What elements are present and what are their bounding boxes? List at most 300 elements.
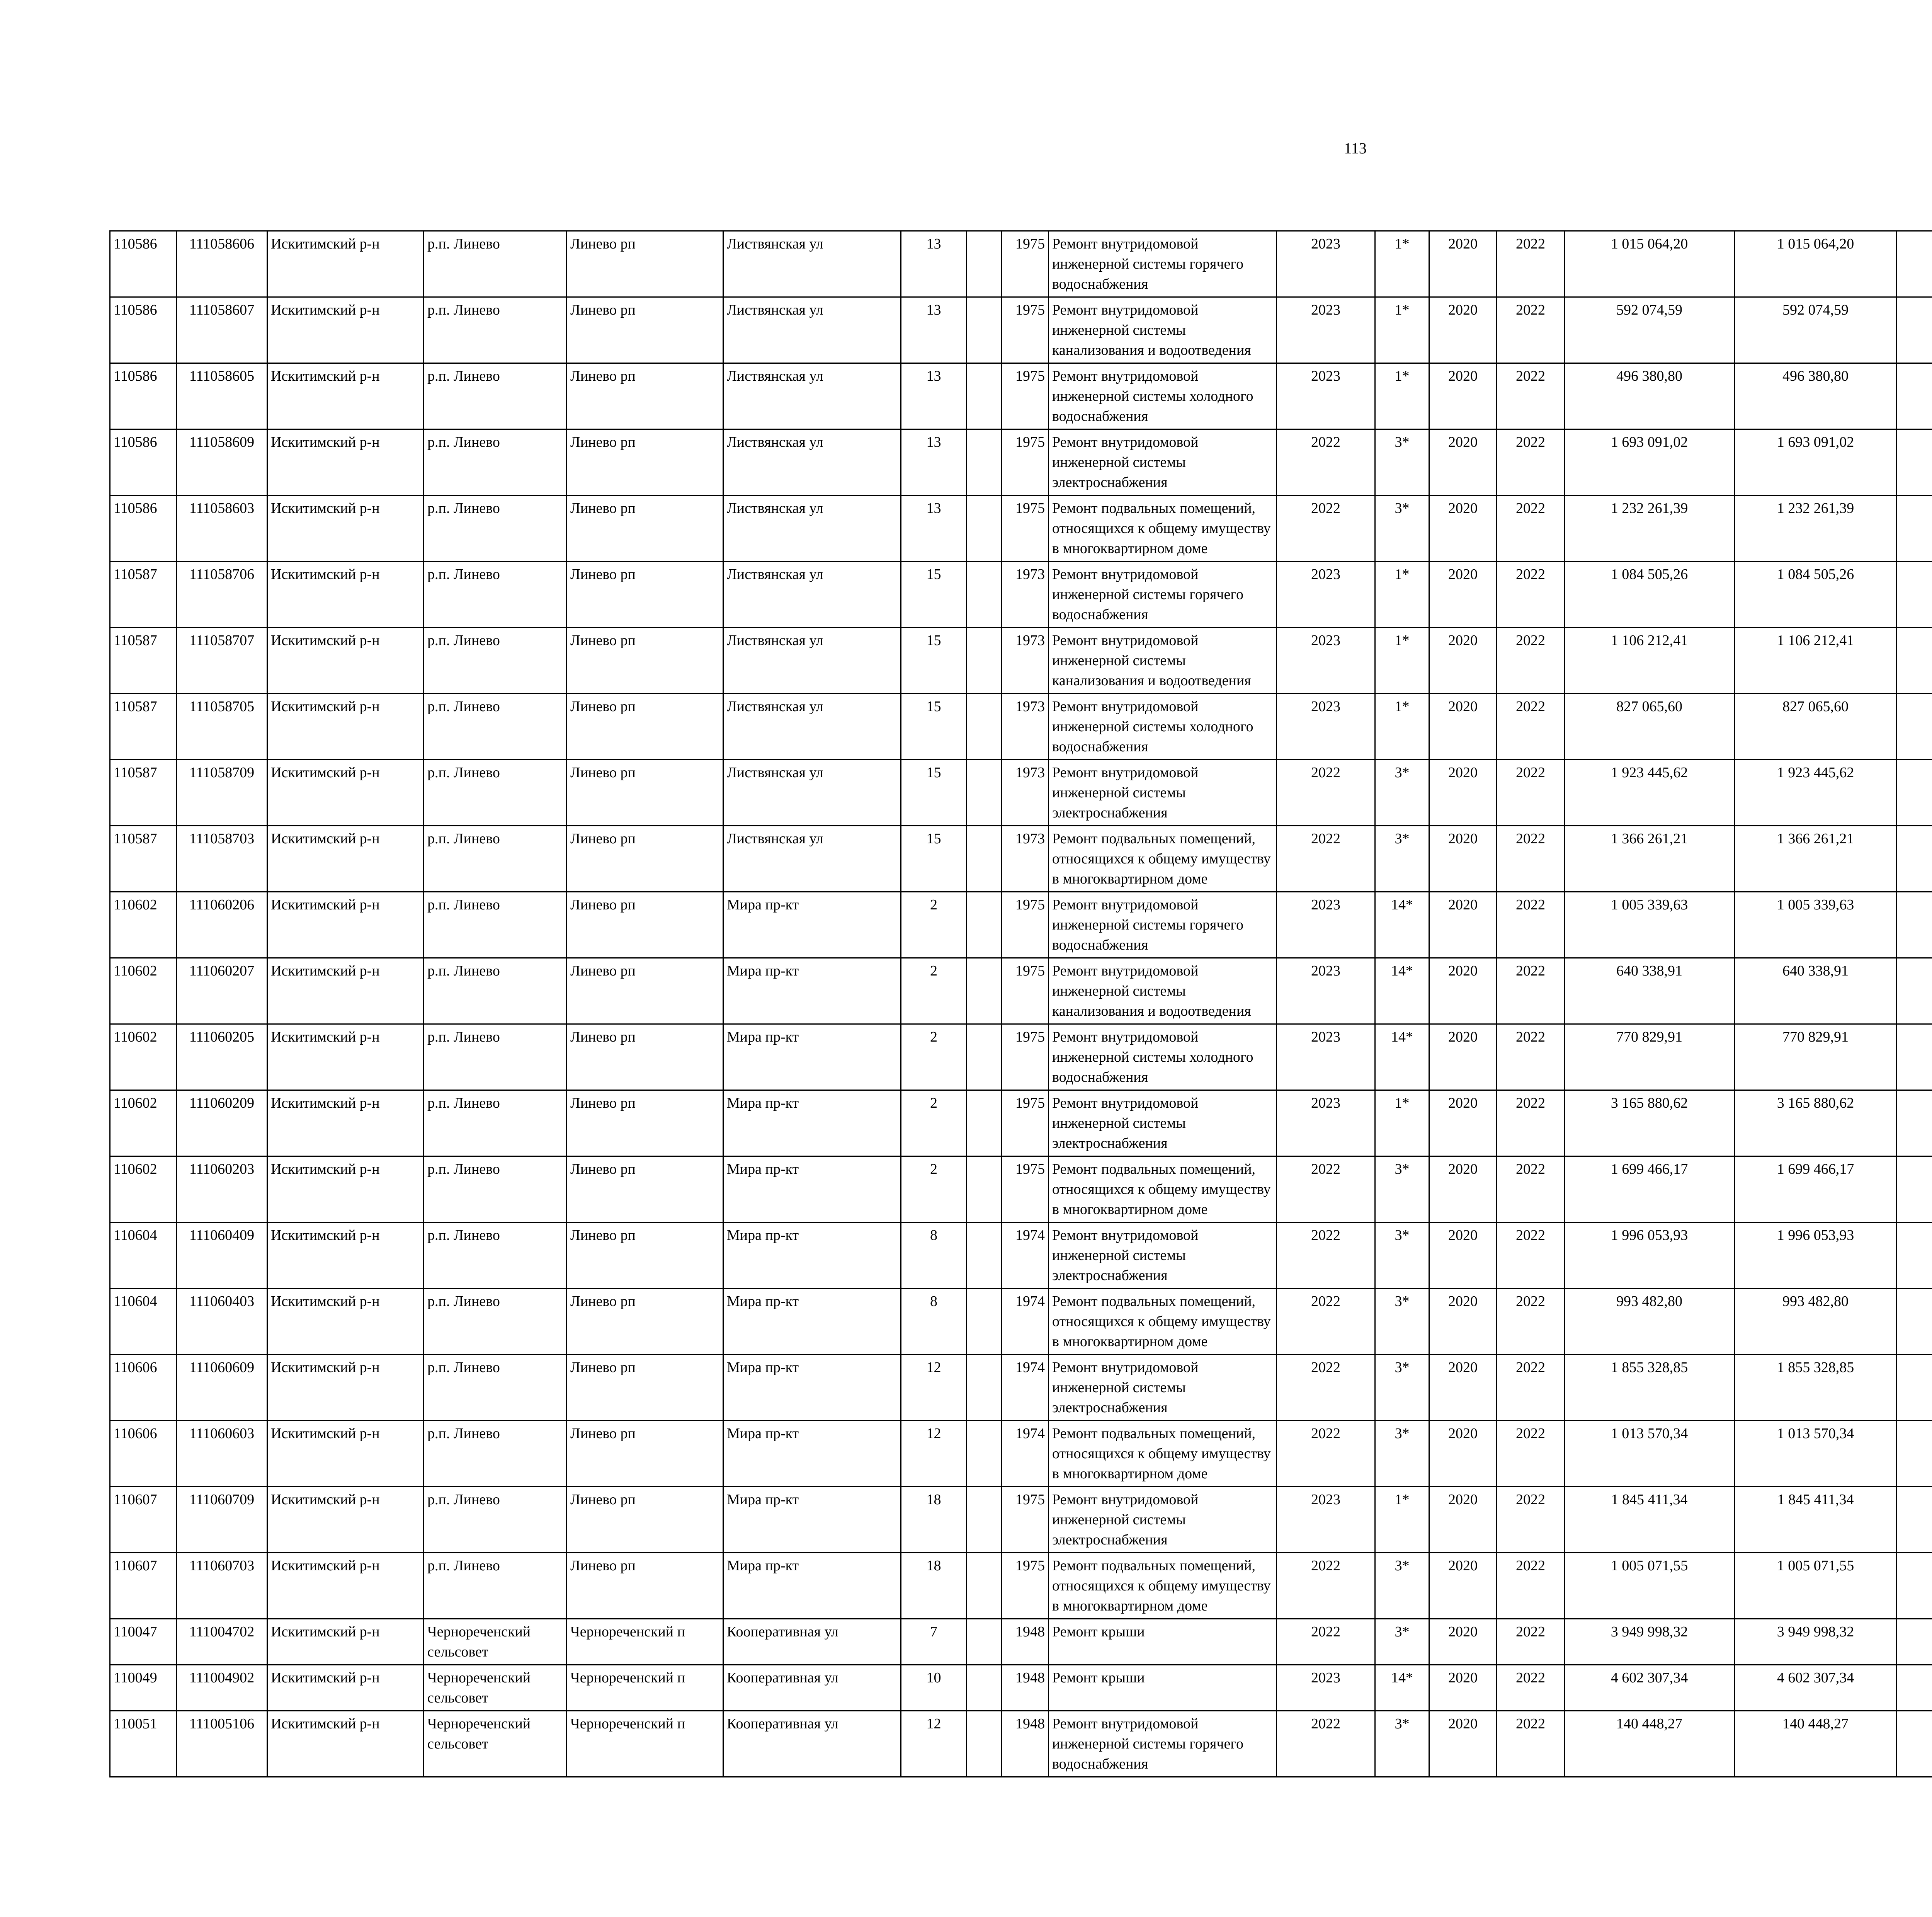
work-type-cell: Ремонт внутридомовой инженерной системы электроснабжения (1049, 760, 1277, 826)
fund-cost-cell: 1 015 064,20 (1735, 231, 1897, 297)
period-end-cell: 2022 (1497, 826, 1565, 892)
year-built-cell: 1973 (1002, 628, 1049, 694)
house-number-cell: 13 (901, 495, 967, 562)
object-id-cell: 111058709 (177, 760, 267, 826)
house-number-cell: 15 (901, 826, 967, 892)
mark-cell: 14* (1375, 1024, 1429, 1090)
total-cost-cell: 1 845 411,34 (1565, 1487, 1735, 1553)
table-body (110, 231, 1932, 1777)
mark-cell: 1* (1375, 231, 1429, 297)
federal-cell (1897, 1421, 1932, 1487)
total-cost-cell: 1 084 505,26 (1565, 562, 1735, 628)
record-id-cell: 110602 (110, 1024, 177, 1090)
house-number-cell: 12 (901, 1711, 967, 1777)
street-cell: Кооперативная ул (723, 1711, 901, 1777)
settlement-cell: Линево рп (567, 628, 723, 694)
federal-cell (1897, 826, 1932, 892)
table-row (110, 694, 1932, 760)
object-id-cell: 111060603 (177, 1421, 267, 1487)
completion-year-cell: 2022 (1277, 826, 1375, 892)
completion-year-cell: 2022 (1277, 1619, 1375, 1665)
period-end-cell: 2022 (1497, 1024, 1565, 1090)
district-cell: Искитимский р-н (267, 1090, 424, 1156)
object-id-cell: 111058606 (177, 231, 267, 297)
record-id-cell: 110604 (110, 1222, 177, 1289)
federal-cell (1897, 760, 1932, 826)
completion-year-cell: 2023 (1277, 1487, 1375, 1553)
completion-year-cell: 2022 (1277, 1289, 1375, 1355)
period-end-cell: 2022 (1497, 1553, 1565, 1619)
mark-cell: 3* (1375, 1355, 1429, 1421)
completion-year-cell: 2022 (1277, 1711, 1375, 1777)
table-row (110, 892, 1932, 958)
work-type-cell: Ремонт внутридомовой инженерной системы горячего водоснабжения (1049, 562, 1277, 628)
building-cell (967, 958, 1002, 1024)
mark-cell: 3* (1375, 1222, 1429, 1289)
period-start-cell: 2020 (1429, 231, 1497, 297)
record-id-cell: 110587 (110, 760, 177, 826)
settlement-cell: Линево рп (567, 1487, 723, 1553)
object-id-cell: 111004702 (177, 1619, 267, 1665)
record-id-cell: 110586 (110, 363, 177, 429)
period-start-cell: 2020 (1429, 760, 1497, 826)
building-cell (967, 1553, 1002, 1619)
year-built-cell: 1975 (1002, 1487, 1049, 1553)
fund-cost-cell: 1 013 570,34 (1735, 1421, 1897, 1487)
completion-year-cell: 2023 (1277, 1024, 1375, 1090)
table-row (110, 1665, 1932, 1711)
object-id-cell: 111058705 (177, 694, 267, 760)
total-cost-cell: 592 074,59 (1565, 297, 1735, 363)
house-number-cell: 13 (901, 363, 967, 429)
mark-cell: 3* (1375, 1711, 1429, 1777)
building-cell (967, 231, 1002, 297)
work-type-cell: Ремонт внутридомовой инженерной системы электроснабжения (1049, 1222, 1277, 1289)
fund-cost-cell: 770 829,91 (1735, 1024, 1897, 1090)
completion-year-cell: 2023 (1277, 958, 1375, 1024)
fund-cost-cell: 1 232 261,39 (1735, 495, 1897, 562)
federal-cell (1897, 495, 1932, 562)
work-type-cell: Ремонт внутридомовой инженерной системы электроснабжения (1049, 429, 1277, 495)
period-end-cell: 2022 (1497, 760, 1565, 826)
mark-cell: 1* (1375, 694, 1429, 760)
table-row (110, 1024, 1932, 1090)
total-cost-cell: 1 232 261,39 (1565, 495, 1735, 562)
total-cost-cell: 1 106 212,41 (1565, 628, 1735, 694)
federal-cell (1897, 1553, 1932, 1619)
table-row (110, 628, 1932, 694)
period-end-cell: 2022 (1497, 1665, 1565, 1711)
street-cell: Кооперативная ул (723, 1619, 901, 1665)
fund-cost-cell: 827 065,60 (1735, 694, 1897, 760)
settlement-cell: Линево рп (567, 1222, 723, 1289)
total-cost-cell: 1 693 091,02 (1565, 429, 1735, 495)
municipality-cell: р.п. Линево (424, 231, 567, 297)
period-start-cell: 2020 (1429, 1024, 1497, 1090)
work-type-cell: Ремонт крыши (1049, 1665, 1277, 1711)
building-cell (967, 628, 1002, 694)
period-end-cell: 2022 (1497, 1421, 1565, 1487)
mark-cell: 1* (1375, 1090, 1429, 1156)
total-cost-cell: 1 855 328,85 (1565, 1355, 1735, 1421)
period-end-cell: 2022 (1497, 363, 1565, 429)
fund-cost-cell: 1 106 212,41 (1735, 628, 1897, 694)
completion-year-cell: 2023 (1277, 231, 1375, 297)
object-id-cell: 111058605 (177, 363, 267, 429)
federal-cell (1897, 958, 1932, 1024)
settlement-cell: Линево рп (567, 429, 723, 495)
federal-cell (1897, 1619, 1932, 1665)
period-start-cell: 2020 (1429, 1156, 1497, 1222)
period-end-cell: 2022 (1497, 1090, 1565, 1156)
year-built-cell: 1948 (1002, 1665, 1049, 1711)
building-cell (967, 1024, 1002, 1090)
district-cell: Искитимский р-н (267, 1711, 424, 1777)
period-end-cell: 2022 (1497, 429, 1565, 495)
fund-cost-cell: 1 923 445,62 (1735, 760, 1897, 826)
settlement-cell: Линево рп (567, 562, 723, 628)
completion-year-cell: 2022 (1277, 1355, 1375, 1421)
district-cell: Искитимский р-н (267, 1355, 424, 1421)
municipality-cell: р.п. Линево (424, 1421, 567, 1487)
year-built-cell: 1975 (1002, 429, 1049, 495)
work-type-cell: Ремонт подвальных помещений, относящихся к общему имуществу в многоквартирном доме (1049, 1289, 1277, 1355)
work-type-cell: Ремонт внутридомовой инженерной системы холодного водоснабжения (1049, 363, 1277, 429)
fund-cost-cell: 1 366 261,21 (1735, 826, 1897, 892)
mark-cell: 3* (1375, 1553, 1429, 1619)
period-start-cell: 2020 (1429, 429, 1497, 495)
house-number-cell: 15 (901, 562, 967, 628)
district-cell: Искитимский р-н (267, 628, 424, 694)
object-id-cell: 111060207 (177, 958, 267, 1024)
federal-cell (1897, 363, 1932, 429)
building-cell (967, 562, 1002, 628)
settlement-cell: Линево рп (567, 826, 723, 892)
year-built-cell: 1975 (1002, 1156, 1049, 1222)
street-cell: Листвянская ул (723, 297, 901, 363)
federal-cell (1897, 1355, 1932, 1421)
record-id-cell: 110602 (110, 1156, 177, 1222)
street-cell: Листвянская ул (723, 760, 901, 826)
period-end-cell: 2022 (1497, 562, 1565, 628)
object-id-cell: 111058707 (177, 628, 267, 694)
mark-cell: 3* (1375, 1619, 1429, 1665)
federal-cell (1897, 628, 1932, 694)
municipality-cell: р.п. Линево (424, 363, 567, 429)
settlement-cell: Линево рп (567, 1355, 723, 1421)
street-cell: Мира пр-кт (723, 1553, 901, 1619)
table-row (110, 1222, 1932, 1289)
street-cell: Мира пр-кт (723, 1355, 901, 1421)
total-cost-cell: 827 065,60 (1565, 694, 1735, 760)
fund-cost-cell: 1 699 466,17 (1735, 1156, 1897, 1222)
street-cell: Мира пр-кт (723, 1289, 901, 1355)
settlement-cell: Линево рп (567, 1156, 723, 1222)
street-cell: Мира пр-кт (723, 958, 901, 1024)
year-built-cell: 1975 (1002, 363, 1049, 429)
year-built-cell: 1974 (1002, 1222, 1049, 1289)
federal-cell (1897, 1090, 1932, 1156)
table-row (110, 958, 1932, 1024)
table-row (110, 1156, 1932, 1222)
fund-cost-cell: 1 693 091,02 (1735, 429, 1897, 495)
mark-cell: 1* (1375, 363, 1429, 429)
municipality-cell: р.п. Линево (424, 760, 567, 826)
house-number-cell: 13 (901, 297, 967, 363)
street-cell: Листвянская ул (723, 363, 901, 429)
building-cell (967, 1487, 1002, 1553)
district-cell: Искитимский р-н (267, 363, 424, 429)
object-id-cell: 111058706 (177, 562, 267, 628)
period-start-cell: 2020 (1429, 1711, 1497, 1777)
record-id-cell: 110586 (110, 231, 177, 297)
work-type-cell: Ремонт внутридомовой инженерной системы горячего водоснабжения (1049, 231, 1277, 297)
total-cost-cell: 1 996 053,93 (1565, 1222, 1735, 1289)
object-id-cell: 111058603 (177, 495, 267, 562)
settlement-cell: Линево рп (567, 958, 723, 1024)
record-id-cell: 110602 (110, 958, 177, 1024)
house-number-cell: 8 (901, 1289, 967, 1355)
district-cell: Искитимский р-н (267, 1222, 424, 1289)
period-end-cell: 2022 (1497, 1289, 1565, 1355)
object-id-cell: 111060403 (177, 1289, 267, 1355)
object-id-cell: 111060409 (177, 1222, 267, 1289)
table-row (110, 1711, 1932, 1777)
total-cost-cell: 4 602 307,34 (1565, 1665, 1735, 1711)
street-cell: Листвянская ул (723, 231, 901, 297)
municipality-cell: Чернореченский сельсовет (424, 1711, 567, 1777)
period-start-cell: 2020 (1429, 1421, 1497, 1487)
table-row (110, 1421, 1932, 1487)
building-cell (967, 429, 1002, 495)
year-built-cell: 1974 (1002, 1355, 1049, 1421)
municipality-cell: р.п. Линево (424, 495, 567, 562)
record-id-cell: 110587 (110, 694, 177, 760)
record-id-cell: 110587 (110, 628, 177, 694)
work-type-cell: Ремонт внутридомовой инженерной системы холодного водоснабжения (1049, 694, 1277, 760)
municipality-cell: р.п. Линево (424, 1090, 567, 1156)
period-start-cell: 2020 (1429, 1665, 1497, 1711)
object-id-cell: 111004902 (177, 1665, 267, 1711)
house-number-cell: 15 (901, 694, 967, 760)
table-row (110, 231, 1932, 297)
year-built-cell: 1975 (1002, 231, 1049, 297)
mark-cell: 3* (1375, 760, 1429, 826)
record-id-cell: 110602 (110, 1090, 177, 1156)
house-number-cell: 15 (901, 760, 967, 826)
district-cell: Искитимский р-н (267, 1665, 424, 1711)
municipality-cell: р.п. Линево (424, 1355, 567, 1421)
object-id-cell: 111060703 (177, 1553, 267, 1619)
building-cell (967, 694, 1002, 760)
total-cost-cell: 1 699 466,17 (1565, 1156, 1735, 1222)
fund-cost-cell: 4 602 307,34 (1735, 1665, 1897, 1711)
table-row (110, 1619, 1932, 1665)
mark-cell: 3* (1375, 429, 1429, 495)
municipality-cell: р.п. Линево (424, 958, 567, 1024)
total-cost-cell: 1 005 071,55 (1565, 1553, 1735, 1619)
municipality-cell: Чернореченский сельсовет (424, 1665, 567, 1711)
year-built-cell: 1975 (1002, 1024, 1049, 1090)
street-cell: Листвянская ул (723, 562, 901, 628)
federal-cell (1897, 562, 1932, 628)
municipality-cell: р.п. Линево (424, 826, 567, 892)
object-id-cell: 111058607 (177, 297, 267, 363)
settlement-cell: Линево рп (567, 231, 723, 297)
record-id-cell: 110051 (110, 1711, 177, 1777)
year-built-cell: 1974 (1002, 1289, 1049, 1355)
record-id-cell: 110606 (110, 1355, 177, 1421)
table-row (110, 1289, 1932, 1355)
fund-cost-cell: 496 380,80 (1735, 363, 1897, 429)
period-end-cell: 2022 (1497, 231, 1565, 297)
mark-cell: 3* (1375, 1421, 1429, 1487)
table-row (110, 1553, 1932, 1619)
district-cell: Искитимский р-н (267, 892, 424, 958)
object-id-cell: 111060205 (177, 1024, 267, 1090)
building-cell (967, 1421, 1002, 1487)
building-cell (967, 892, 1002, 958)
work-type-cell: Ремонт внутридомовой инженерной системы электроснабжения (1049, 1487, 1277, 1553)
total-cost-cell: 1 005 339,63 (1565, 892, 1735, 958)
completion-year-cell: 2023 (1277, 297, 1375, 363)
street-cell: Мира пр-кт (723, 892, 901, 958)
completion-year-cell: 2022 (1277, 495, 1375, 562)
year-built-cell: 1973 (1002, 694, 1049, 760)
completion-year-cell: 2023 (1277, 1090, 1375, 1156)
house-number-cell: 7 (901, 1619, 967, 1665)
completion-year-cell: 2022 (1277, 1421, 1375, 1487)
work-type-cell: Ремонт подвальных помещений, относящихся к общему имуществу в многоквартирном доме (1049, 1553, 1277, 1619)
completion-year-cell: 2022 (1277, 1553, 1375, 1619)
federal-cell (1897, 231, 1932, 297)
period-end-cell: 2022 (1497, 1711, 1565, 1777)
municipality-cell: р.п. Линево (424, 297, 567, 363)
municipality-cell: р.п. Линево (424, 1156, 567, 1222)
table-row (110, 562, 1932, 628)
period-end-cell: 2022 (1497, 495, 1565, 562)
period-start-cell: 2020 (1429, 363, 1497, 429)
work-type-cell: Ремонт внутридомовой инженерной системы канализования и водоотведения (1049, 628, 1277, 694)
period-start-cell: 2020 (1429, 1090, 1497, 1156)
year-built-cell: 1973 (1002, 562, 1049, 628)
municipality-cell: р.п. Линево (424, 892, 567, 958)
table-row (110, 760, 1932, 826)
building-cell (967, 1289, 1002, 1355)
house-number-cell: 2 (901, 892, 967, 958)
record-id-cell: 110607 (110, 1487, 177, 1553)
mark-cell: 1* (1375, 562, 1429, 628)
period-end-cell: 2022 (1497, 1619, 1565, 1665)
mark-cell: 3* (1375, 826, 1429, 892)
district-cell: Искитимский р-н (267, 958, 424, 1024)
work-type-cell: Ремонт внутридомовой инженерной системы электроснабжения (1049, 1090, 1277, 1156)
table-row (110, 826, 1932, 892)
table-row (110, 1090, 1932, 1156)
fund-cost-cell: 140 448,27 (1735, 1711, 1897, 1777)
period-start-cell: 2020 (1429, 958, 1497, 1024)
period-end-cell: 2022 (1497, 892, 1565, 958)
fund-cost-cell: 3 165 880,62 (1735, 1090, 1897, 1156)
table-row (110, 429, 1932, 495)
settlement-cell: Чернореченский п (567, 1665, 723, 1711)
street-cell: Мира пр-кт (723, 1156, 901, 1222)
total-cost-cell: 3 165 880,62 (1565, 1090, 1735, 1156)
work-type-cell: Ремонт внутридомовой инженерной системы горячего водоснабжения (1049, 1711, 1277, 1777)
municipality-cell: р.п. Линево (424, 1487, 567, 1553)
completion-year-cell: 2023 (1277, 694, 1375, 760)
completion-year-cell: 2023 (1277, 1665, 1375, 1711)
completion-year-cell: 2023 (1277, 363, 1375, 429)
municipality-cell: Чернореченский сельсовет (424, 1619, 567, 1665)
work-type-cell: Ремонт подвальных помещений, относящихся к общему имуществу в многоквартирном доме (1049, 826, 1277, 892)
house-number-cell: 2 (901, 1090, 967, 1156)
work-type-cell: Ремонт внутридомовой инженерной системы холодного водоснабжения (1049, 1024, 1277, 1090)
object-id-cell: 111005106 (177, 1711, 267, 1777)
settlement-cell: Линево рп (567, 760, 723, 826)
record-id-cell: 110606 (110, 1421, 177, 1487)
street-cell: Мира пр-кт (723, 1024, 901, 1090)
district-cell: Искитимский р-н (267, 1289, 424, 1355)
municipality-cell: р.п. Линево (424, 429, 567, 495)
district-cell: Искитимский р-н (267, 495, 424, 562)
record-id-cell: 110049 (110, 1665, 177, 1711)
work-type-cell: Ремонт внутридомовой инженерной системы канализования и водоотведения (1049, 958, 1277, 1024)
district-cell: Искитимский р-н (267, 1156, 424, 1222)
municipality-cell: р.п. Линево (424, 628, 567, 694)
year-built-cell: 1975 (1002, 1553, 1049, 1619)
record-id-cell: 110602 (110, 892, 177, 958)
district-cell: Искитимский р-н (267, 694, 424, 760)
house-number-cell: 2 (901, 1156, 967, 1222)
work-type-cell: Ремонт крыши (1049, 1619, 1277, 1665)
house-number-cell: 15 (901, 628, 967, 694)
settlement-cell: Линево рп (567, 1553, 723, 1619)
federal-cell (1897, 1487, 1932, 1553)
year-built-cell: 1975 (1002, 892, 1049, 958)
period-end-cell: 2022 (1497, 297, 1565, 363)
period-end-cell: 2022 (1497, 1355, 1565, 1421)
period-end-cell: 2022 (1497, 1487, 1565, 1553)
work-type-cell: Ремонт подвальных помещений, относящихся к общему имуществу в многоквартирном доме (1049, 1421, 1277, 1487)
period-start-cell: 2020 (1429, 892, 1497, 958)
record-id-cell: 110587 (110, 826, 177, 892)
total-cost-cell: 140 448,27 (1565, 1711, 1735, 1777)
settlement-cell: Линево рп (567, 1024, 723, 1090)
mark-cell: 1* (1375, 297, 1429, 363)
page-number: 113 (1344, 140, 1367, 157)
fund-cost-cell: 1 084 505,26 (1735, 562, 1897, 628)
settlement-cell: Линево рп (567, 1090, 723, 1156)
table-row (110, 495, 1932, 562)
repair-program-table (109, 230, 1932, 1777)
period-start-cell: 2020 (1429, 1222, 1497, 1289)
completion-year-cell: 2023 (1277, 562, 1375, 628)
period-start-cell: 2020 (1429, 694, 1497, 760)
building-cell (967, 760, 1002, 826)
fund-cost-cell: 1 005 339,63 (1735, 892, 1897, 958)
fund-cost-cell: 993 482,80 (1735, 1289, 1897, 1355)
object-id-cell: 111060203 (177, 1156, 267, 1222)
year-built-cell: 1974 (1002, 1421, 1049, 1487)
table-row (110, 1487, 1932, 1553)
building-cell (967, 495, 1002, 562)
record-id-cell: 110607 (110, 1553, 177, 1619)
year-built-cell: 1973 (1002, 826, 1049, 892)
year-built-cell: 1948 (1002, 1711, 1049, 1777)
building-cell (967, 1355, 1002, 1421)
house-number-cell: 12 (901, 1355, 967, 1421)
